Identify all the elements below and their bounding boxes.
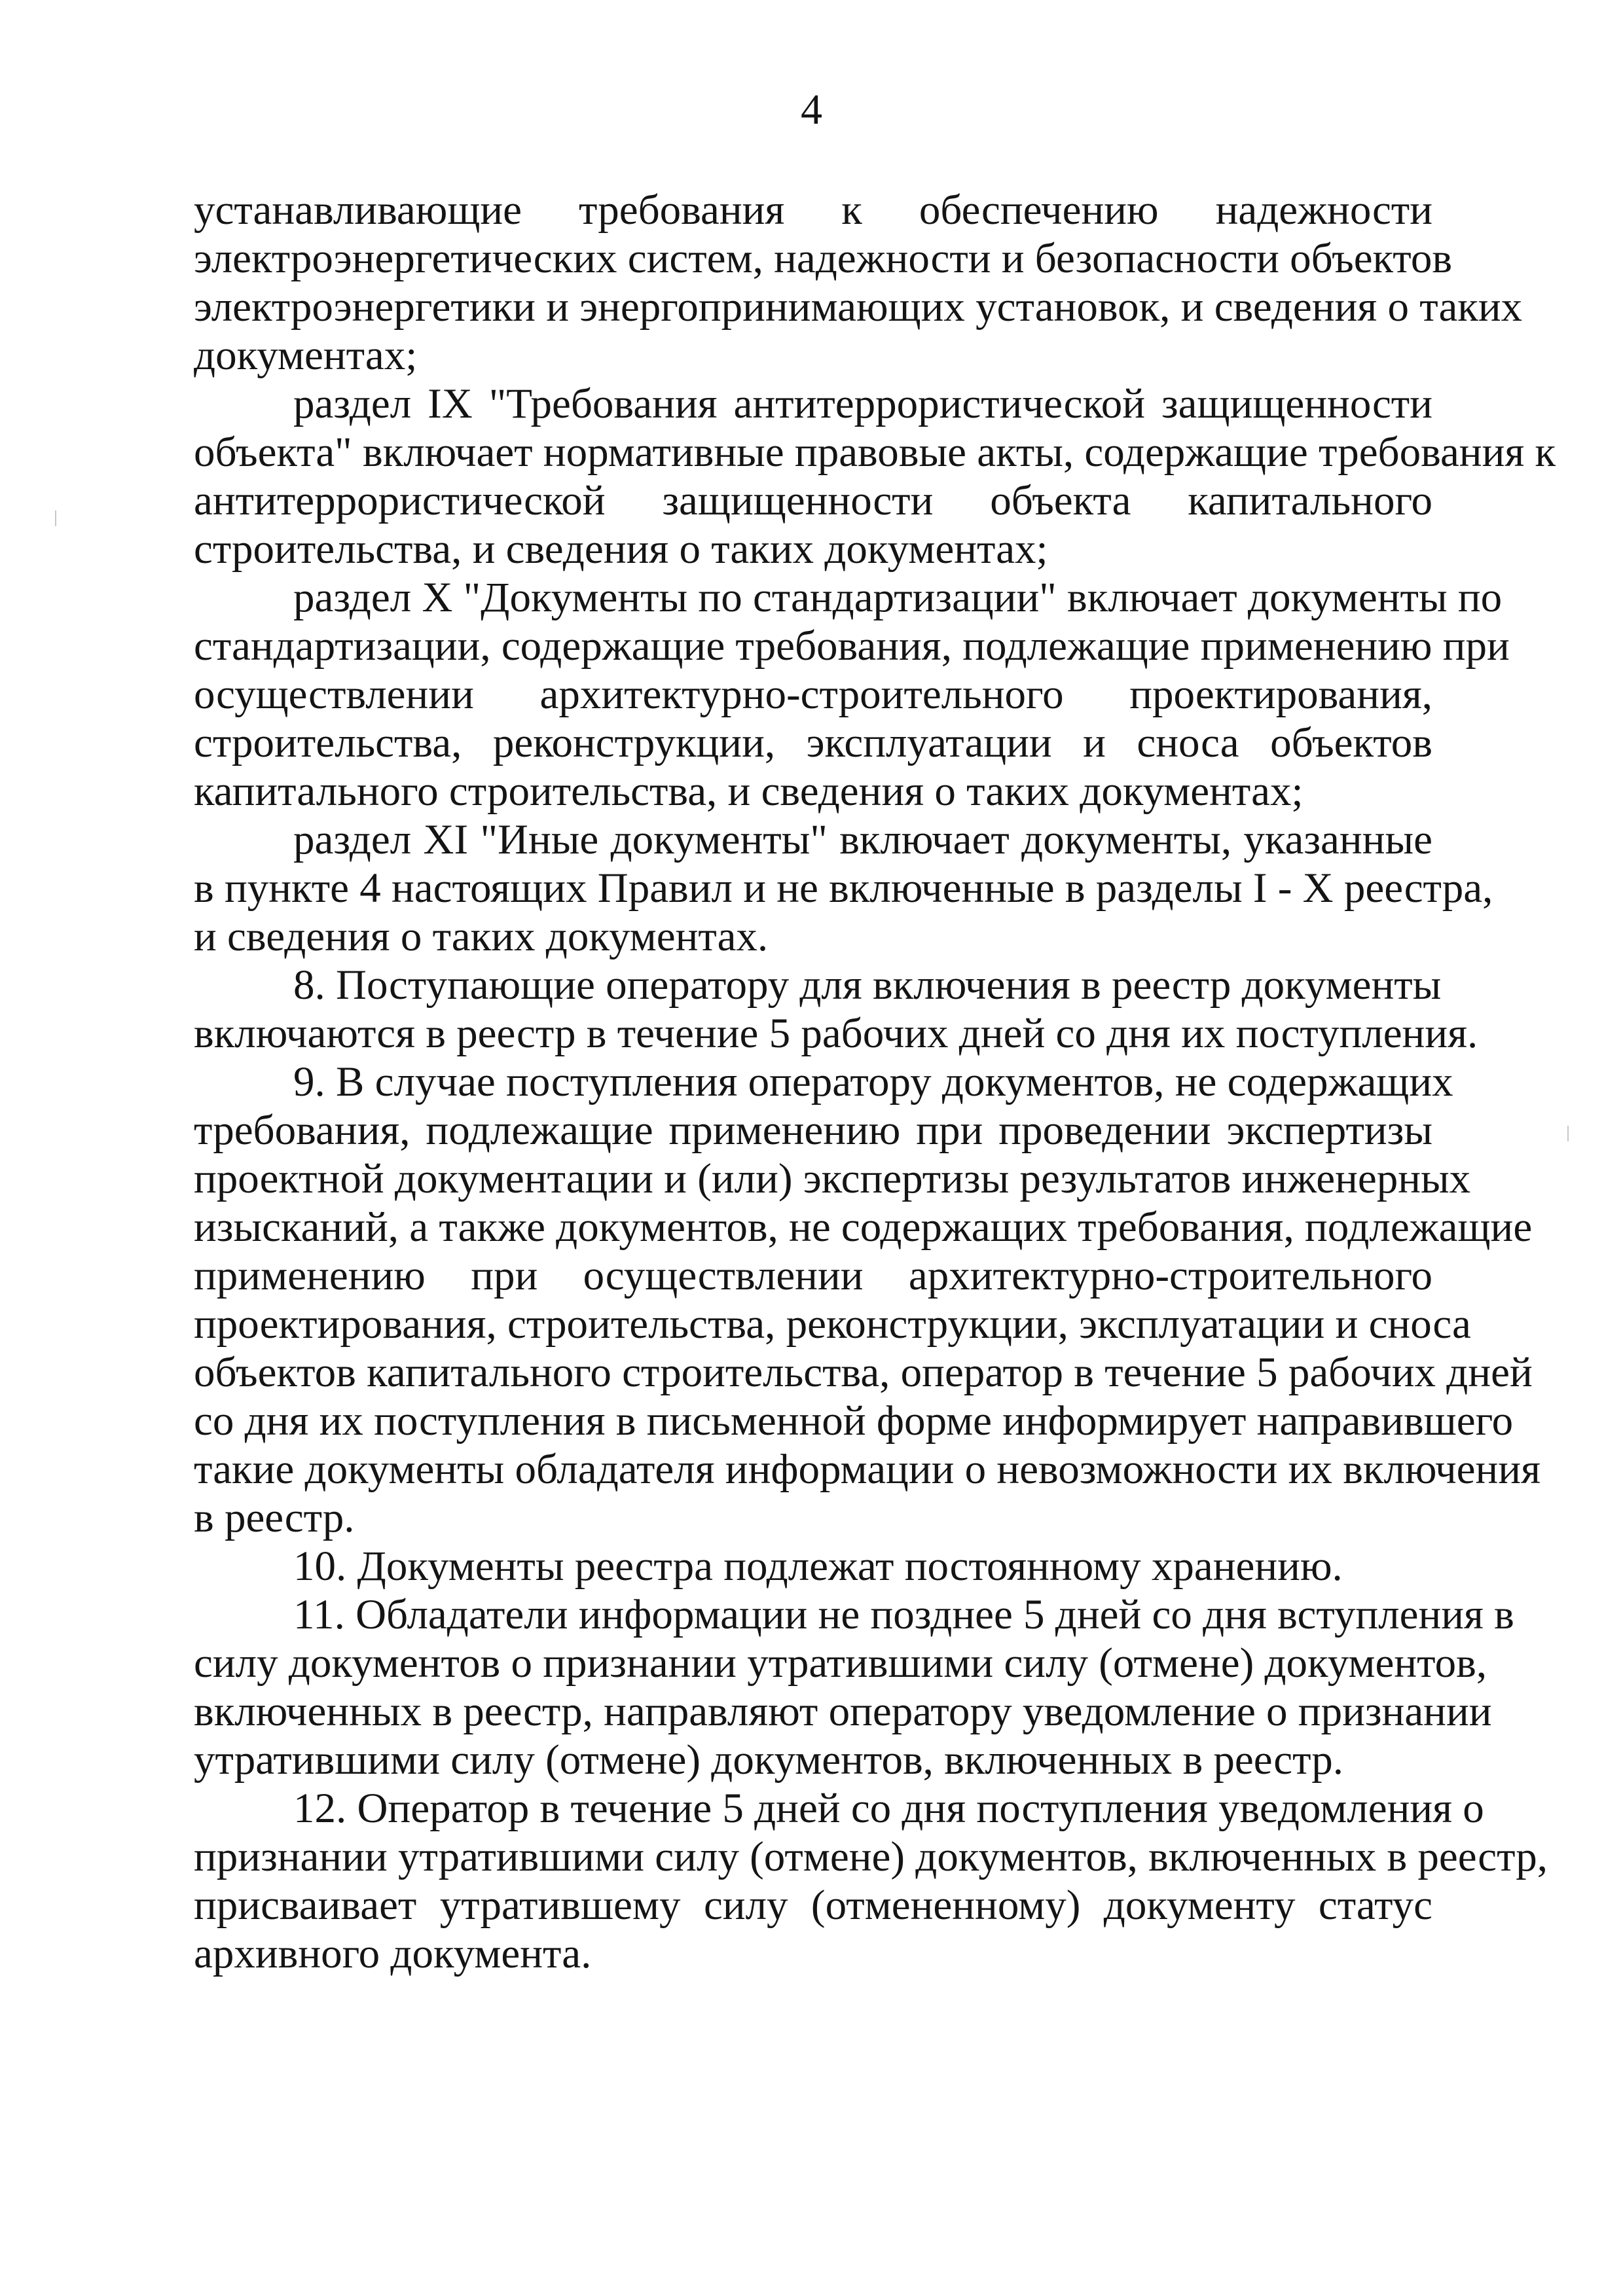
scan-mark	[55, 511, 56, 526]
text-line: со дня их поступления в письменной форме информирует направившего	[194, 1397, 1514, 1444]
text-line: объекта" включает нормативные правовые акты, содержащие требования к	[194, 429, 1556, 476]
scan-mark	[1567, 1126, 1569, 1141]
text-line: 12. Оператор в течение 5 дней со дня поступления уведомления о	[293, 1785, 1484, 1832]
paragraph-section-x	[194, 573, 1510, 816]
paragraph-item-10	[194, 1542, 1432, 1590]
page-number: 4	[801, 86, 822, 134]
text-line: строительства, реконструкции, эксплуатации и сноса объектов	[194, 719, 1432, 766]
text-line: проектирования, строительства, реконструкции, эксплуатации и сноса	[194, 1300, 1471, 1348]
text-line: проектной документации и (или) экспертизы результатов инженерных	[194, 1155, 1471, 1202]
text-line: строительства, и сведения о таких документах;	[194, 526, 1048, 573]
text-line: осуществлении архитектурно-строительного проектирования,	[194, 671, 1432, 718]
paragraph-item-8	[194, 961, 1478, 1058]
text-line: и сведения о таких документах.	[194, 913, 769, 960]
text-line: 9. В случае поступления оператору документов, не содержащих	[293, 1058, 1453, 1105]
text-line: 10. Документы реестра подлежат постоянному хранению.	[293, 1543, 1343, 1590]
text-line: в реестр.	[194, 1494, 355, 1541]
text-line: утратившими силу (отмене) документов, включенных в реестр.	[194, 1736, 1344, 1784]
text-line: в пункте 4 настоящих Правил и не включенные в разделы I - X реестра,	[194, 865, 1493, 912]
text-line: устанавливающие требования к обеспечению надежности	[194, 187, 1432, 234]
text-line: антитеррористической защищенности объекта капитального	[194, 477, 1432, 524]
text-line: присваивает утратившему силу (отмененному) документу статус	[194, 1882, 1432, 1929]
text-line: раздел IX "Требования антитеррористической защищенности	[293, 380, 1432, 427]
text-line: изысканий, а также документов, не содержащих требования, подлежащие	[194, 1204, 1533, 1251]
text-line: 11. Обладатели информации не позднее 5 дней со дня вступления в	[293, 1591, 1514, 1638]
text-line: включенных в реестр, направляют оператору уведомление о признании	[194, 1688, 1492, 1735]
text-line: раздел XI "Иные документы" включает документы, указанные	[293, 816, 1432, 863]
text-line: электроэнергетики и энергопринимающих установок, и сведения о таких	[194, 283, 1523, 331]
text-line: капитального строительства, и сведения о таких документах;	[194, 768, 1304, 815]
text-line: включаются в реестр в течение 5 рабочих дней со дня их поступления.	[194, 1010, 1478, 1057]
text-line: архивного документа.	[194, 1930, 592, 1977]
text-line: такие документы обладателя информации о невозможности их включения	[194, 1446, 1541, 1493]
paragraph-item-12	[194, 1784, 1548, 1978]
text-line: 8. Поступающие оператору для включения в реестр документы	[293, 961, 1442, 1009]
paragraph-item-11	[194, 1590, 1514, 1784]
text-line: электроэнергетических систем, надежности и безопасности объектов	[194, 235, 1453, 282]
text-line: требования, подлежащие применению при проведении экспертизы	[194, 1107, 1432, 1154]
text-line: силу документов о признании утратившими силу (отмене) документов,	[194, 1640, 1487, 1687]
text-line: стандартизации, содержащие требования, подлежащие применению при	[194, 622, 1510, 670]
paragraph-section-xi	[194, 816, 1493, 961]
text-line: признании утратившими силу (отмене) документов, включенных в реестр,	[194, 1833, 1548, 1880]
text-line: раздел X "Документы по стандартизации" включает документы по	[293, 574, 1503, 621]
text-line: объектов капитального строительства, оператор в течение 5 рабочих дней	[194, 1349, 1533, 1396]
paragraph-section-ix	[194, 380, 1556, 573]
paragraph-item-9	[194, 1058, 1541, 1542]
paragraph-continuation	[194, 186, 1523, 380]
text-line: документах;	[194, 332, 418, 379]
document-body	[194, 186, 1556, 1978]
text-line: применению при осуществлении архитектурно-строительного	[194, 1252, 1432, 1299]
